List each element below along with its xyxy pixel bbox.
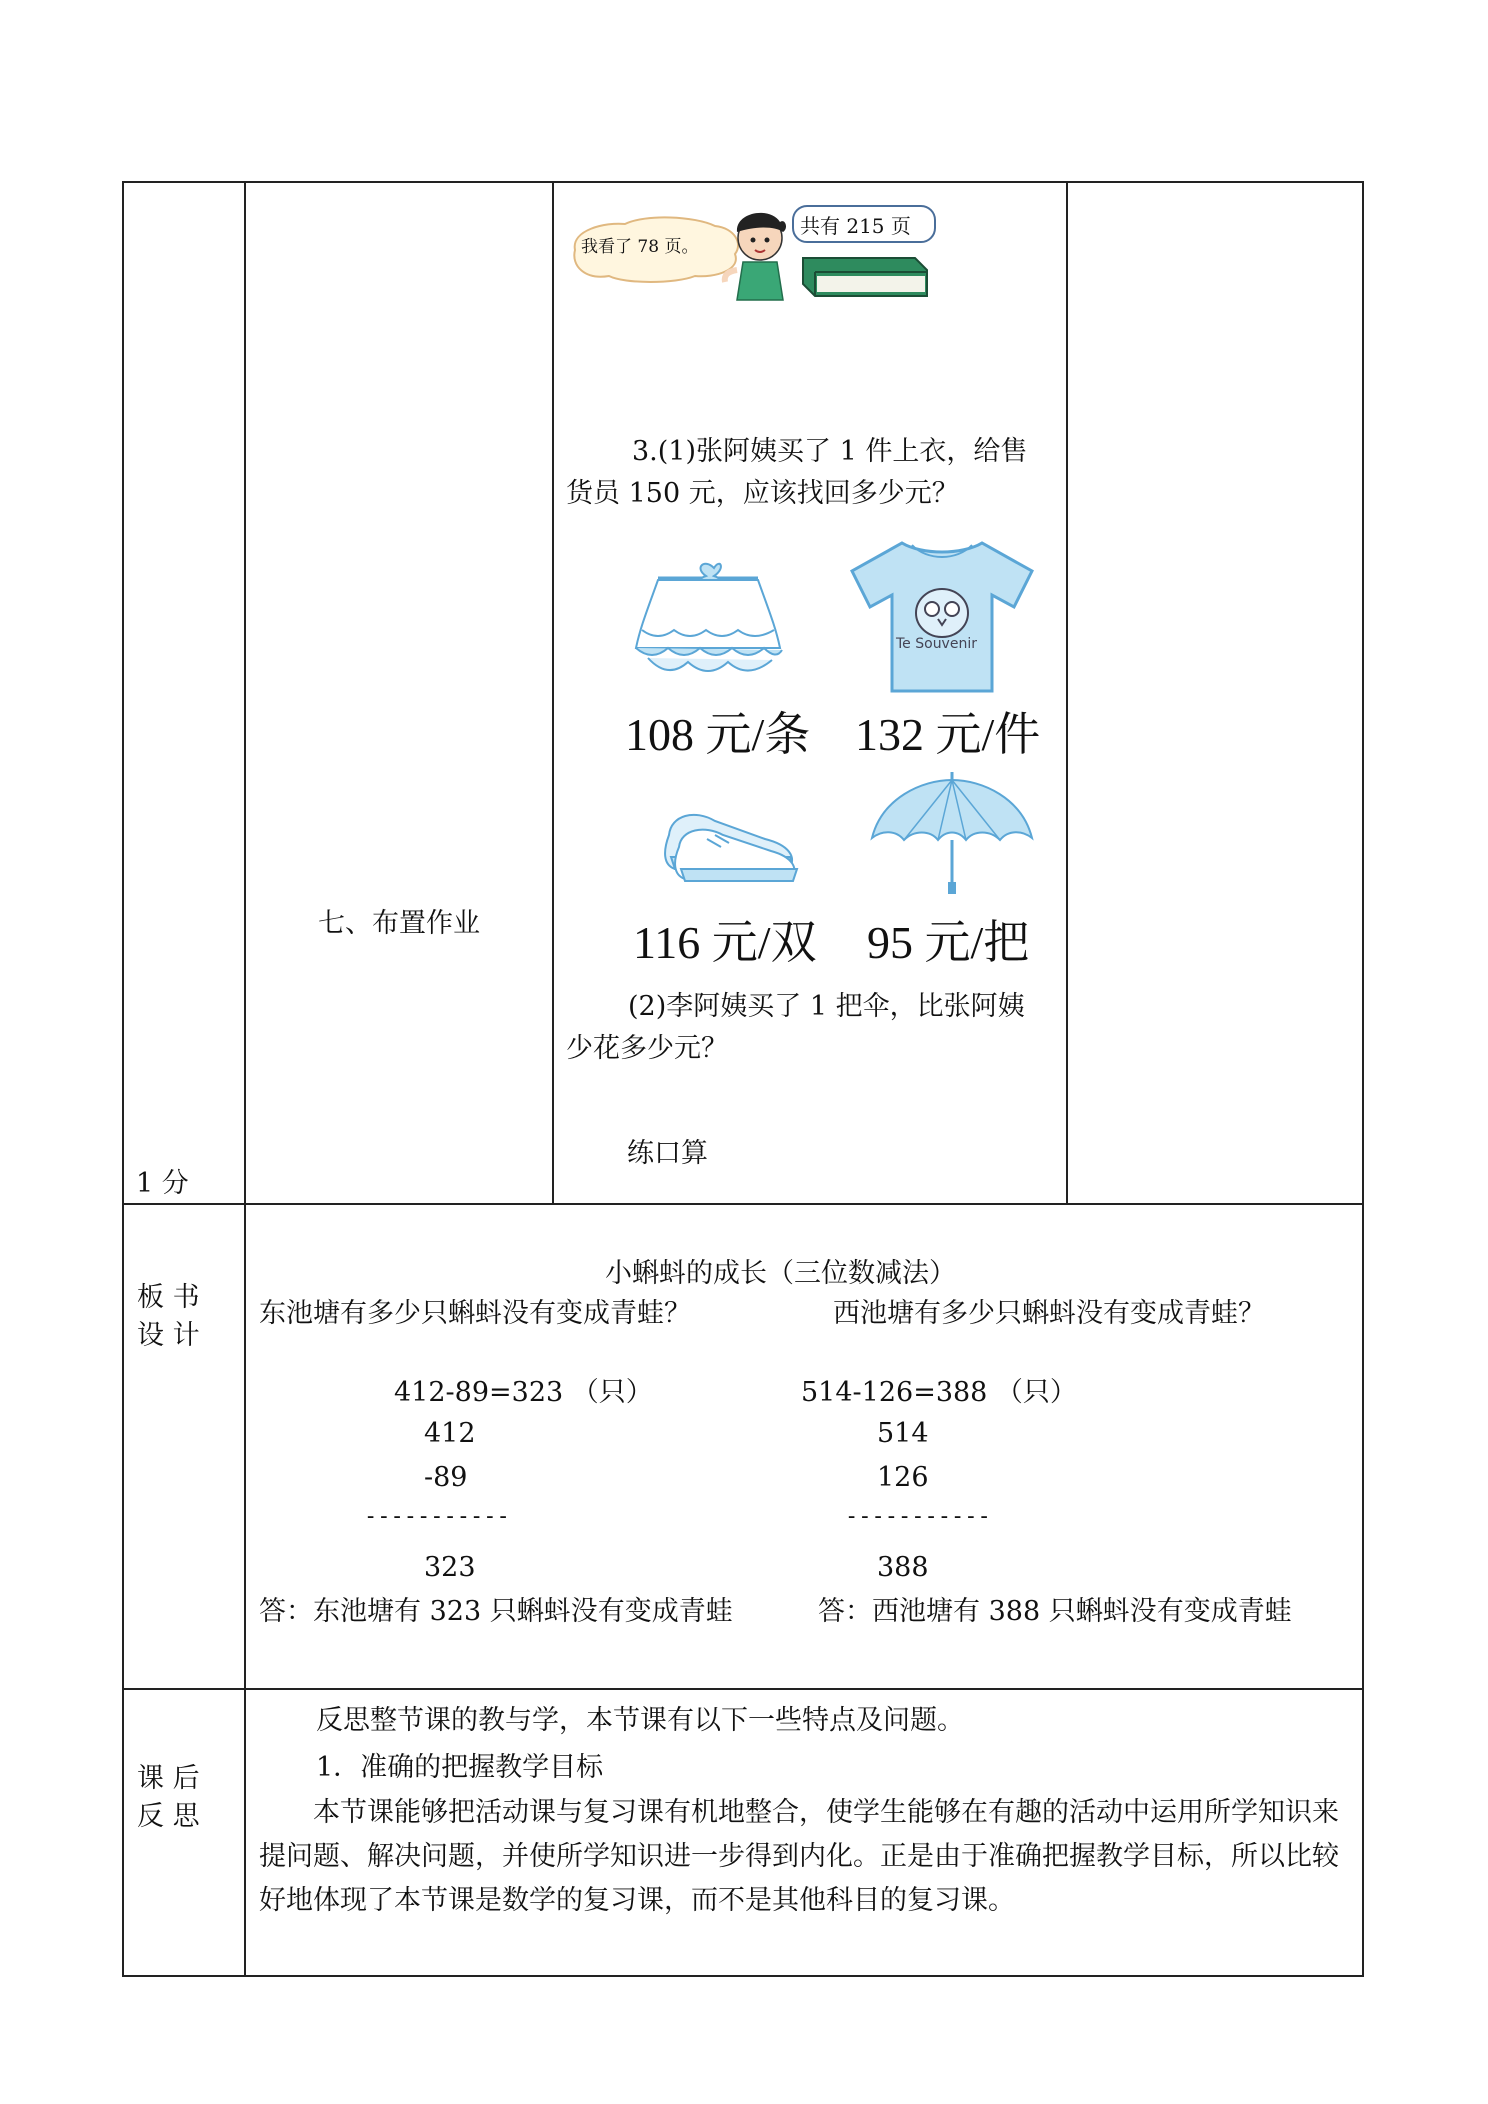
book-icon	[803, 258, 927, 296]
board-right-rule: -----------	[845, 1504, 991, 1529]
price-umbrella: 95 元/把	[867, 917, 1030, 968]
reflection-intro: 反思整节课的教与学，本节课有以下一些特点及问题。	[316, 1705, 964, 1736]
board-right-answer: 答：西池塘有 388 只蝌蚪没有变成青蛙	[818, 1596, 1292, 1627]
board-title: 小蝌蚪的成长（三位数减法）	[605, 1258, 956, 1289]
board-left-result: 323	[424, 1552, 476, 1583]
column-divider-3	[1066, 181, 1068, 1205]
question-3-1-line-1: 3.(1)张阿姨买了 1 件上衣，给售	[632, 436, 1028, 467]
oral-practice: 练口算	[627, 1138, 708, 1169]
reflection-paragraph: 本节课能够把活动课与复习课有机地整合，使学生能够在有趣的活动中运用所学知识来提问题、解决问题，并使所学知识进一步得到内化。正是由于准确把握教学目标，所以比较好地体现了本节课是数学的复习课，而不是其他科目的复习课。	[259, 1797, 1339, 1916]
bubble-text-right: 共有 215 页	[800, 214, 911, 238]
reflection-label-line-1: 课 后	[137, 1763, 200, 1794]
question-3-2-line-2: 少花多少元？	[566, 1033, 728, 1064]
bubble-text-left: 我看了 78 页。	[581, 237, 699, 257]
board-right-result: 388	[877, 1552, 929, 1583]
column-divider-1	[244, 181, 246, 1977]
board-right-minuend: 514	[877, 1418, 929, 1449]
price-skirt: 108 元/条	[625, 709, 811, 760]
board-left-subtrahend: -89	[424, 1462, 468, 1493]
umbrella-image	[862, 768, 1042, 898]
time-cell: 1 分	[136, 1168, 189, 1199]
board-left-question: 东池塘有多少只蝌蚪没有变成青蛙？	[259, 1298, 691, 1329]
board-left-equation: 412-89=323 （只）	[394, 1377, 653, 1408]
shoes-image	[655, 795, 805, 895]
row-divider-1	[122, 1203, 1364, 1205]
board-left-answer: 答：东池塘有 323 只蝌蚪没有变成青蛙	[259, 1596, 733, 1627]
price-shoes: 116 元/双	[633, 917, 817, 968]
stage-cell: 七、布置作业	[318, 908, 480, 939]
board-left-minuend: 412	[424, 1418, 476, 1449]
question-3-1-line-2: 货员 150 元，应该找回多少元？	[566, 478, 959, 509]
table-top-border	[122, 181, 1364, 183]
price-tshirt: 132 元/件	[855, 709, 1041, 760]
board-left-rule: -----------	[364, 1504, 510, 1529]
tshirt-image	[842, 535, 1042, 695]
table-left-border	[122, 181, 124, 1977]
table-right-border	[1362, 181, 1364, 1977]
question-3-2-line-1: (2)李阿姨买了 1 把伞，比张阿姨	[628, 991, 1025, 1022]
column-divider-2	[552, 181, 554, 1205]
board-right-subtrahend: 126	[877, 1462, 929, 1493]
reflection-point-1: 1．准确的把握教学目标	[316, 1752, 604, 1783]
board-right-question: 西池塘有多少只蝌蚪没有变成青蛙？	[833, 1298, 1265, 1329]
board-label-line-2: 设 计	[137, 1320, 200, 1351]
skirt-image	[628, 558, 788, 688]
table-bottom-border	[122, 1975, 1364, 1977]
row-divider-2	[122, 1688, 1364, 1690]
tshirt-print-text: Te Souvenir	[896, 636, 977, 652]
board-label-line-1: 板 书	[137, 1282, 200, 1313]
board-right-equation: 514-126=388 （只）	[801, 1377, 1077, 1408]
reflection-label-line-2: 反 思	[137, 1801, 200, 1832]
